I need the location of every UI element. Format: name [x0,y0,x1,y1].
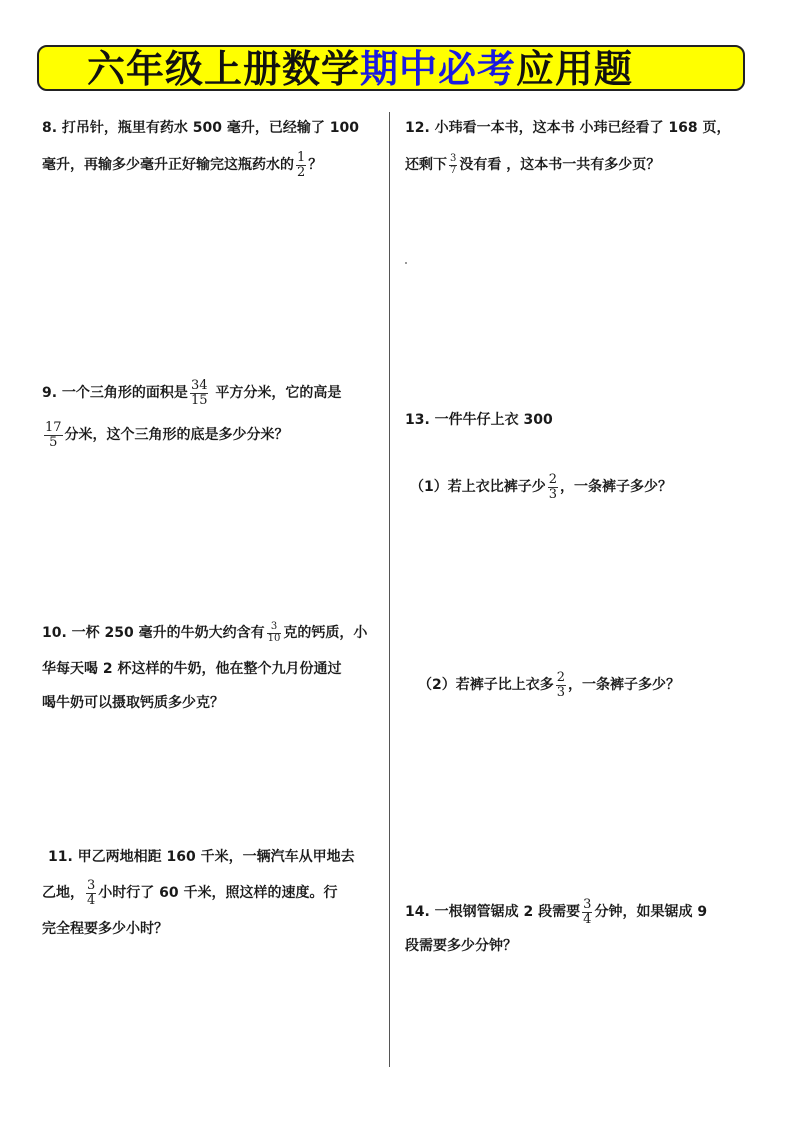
fraction-denominator: 15 [190,392,208,408]
question-10-line-1 [42,616,367,650]
question-9-text-2: 平方分米，它的高是 [215,385,342,401]
fraction-denominator: 3 [556,684,566,700]
title-part-3: 应用题 [516,47,634,91]
stray-mark [405,262,407,264]
question-8-fraction [296,151,306,179]
question-14-line-1 [405,895,707,929]
question-13-part-2-text: （2）若裤子比上衣多 [418,677,554,693]
question-11-fraction [86,879,96,907]
question-9-text: 9. 一个三角形的面积是 [42,385,188,401]
fraction-numerator: 17 [45,419,62,435]
question-9-line-1 [42,376,341,410]
title-banner [37,45,745,91]
question-8-text: 毫升，再输多少毫升正好输完这瓶药水的 [42,157,294,173]
fraction-denominator: 10 [267,632,281,644]
question-11-text-2: 小时行了 60 千米，照这样的速度。行 [98,885,338,901]
question-10-text-2: 克的钙质，小 [283,625,368,641]
question-10-line-2: 华每天喝 2 杯这样的牛奶，他在整个九月份通过 [42,661,342,677]
column-divider [389,112,390,1067]
question-10-line-3: 喝牛奶可以摄取钙质多少克？ [42,695,224,711]
question-9-fraction-height [44,421,63,449]
fraction-numerator: 1 [297,149,306,165]
fraction-denominator: 7 [450,164,457,176]
question-13-part-2-end: ，一条裤子多少？ [568,677,681,693]
question-14-line-2: 段需要多少分钟？ [405,938,517,954]
question-8-end: ？ [308,157,323,173]
fraction-denominator: 2 [297,164,306,180]
question-14-fraction [582,898,592,926]
fraction-numerator: 34 [190,377,208,393]
question-13-part-1-text: （1）若上衣比裤子少 [410,479,546,495]
title-part-1: 六年级上册数学 [87,47,361,91]
question-10-fraction [267,622,282,644]
question-12-line-1: 12. 小玮看一本书，这本书 小玮已经看了 168 页， [405,120,731,136]
fraction-denominator: 3 [548,486,558,502]
question-10-text: 10. 一杯 250 毫升的牛奶大约含有 [42,625,265,641]
fraction-numerator: 3 [583,896,592,912]
question-13-intro: 13. 一件牛仔上衣 300 [405,412,553,428]
fraction-denominator: 4 [583,911,592,927]
question-12-fraction [449,154,457,176]
fraction-numerator: 3 [87,877,96,893]
question-13-part-1-end: ，一条裤子多少？ [560,479,673,495]
fraction-numerator: 2 [556,669,566,685]
question-14-text: 14. 一根钢管锯成 2 段需要 [405,904,581,920]
question-12-text: 还剩下 [405,157,447,173]
question-8-line-1: 8. 打吊针，瓶里有药水 500 毫升，已经输了 100 [42,120,360,136]
page-title [87,47,633,89]
question-9-fraction-area [190,379,209,407]
question-9-line-2 [42,418,289,452]
question-9-text-3: 分米，这个三角形的底是多少分米？ [64,427,289,443]
fraction-denominator: 5 [49,434,58,450]
fraction-denominator: 4 [87,892,96,908]
question-13-part-2-fraction [556,671,566,699]
title-part-2: 期中必考 [360,47,517,91]
question-11-text: 乙地， [42,885,84,901]
question-11-line-2 [42,876,338,910]
question-11-line-1: 11. 甲乙两地相距 160 千米，一辆汽车从甲地去 [48,849,355,865]
question-12-line-2 [405,148,660,182]
question-13-part-2 [418,668,680,702]
question-14-text-2: 分钟，如果锯成 9 [594,904,708,920]
question-8-line-2 [42,148,322,182]
fraction-numerator: 3 [267,622,282,634]
question-12-text-2: 没有看 ，这本书一共有多少页？ [459,157,661,173]
question-13-part-1 [410,470,672,504]
question-13-part-1-fraction [548,473,558,501]
fraction-numerator: 3 [450,153,457,164]
question-11-line-3: 完全程要多少小时？ [42,921,168,937]
fraction-numerator: 2 [548,471,558,487]
